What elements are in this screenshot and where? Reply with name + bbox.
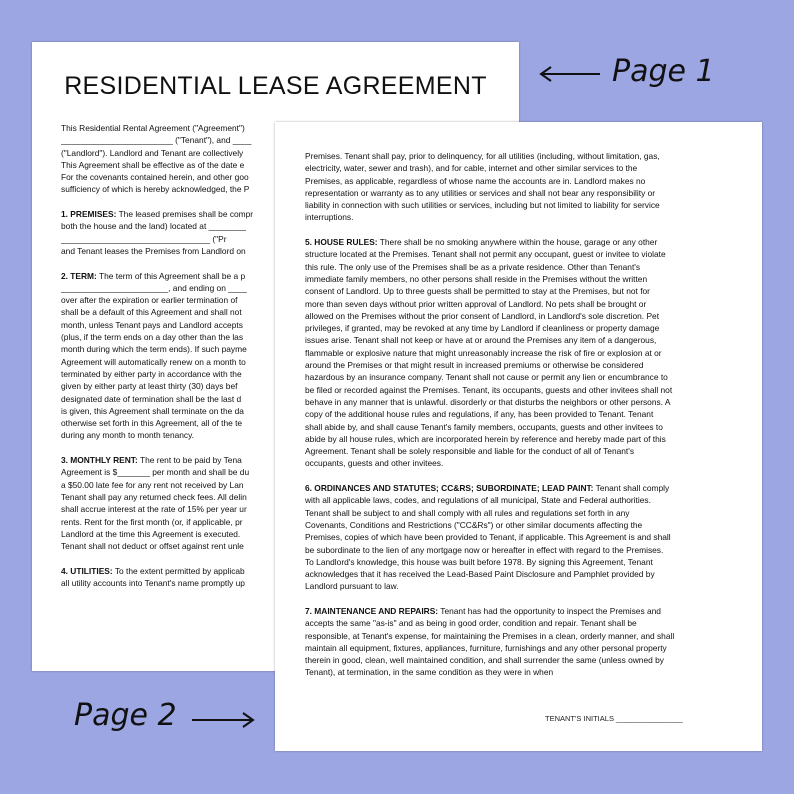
text-line: (plus, if the term ends on a day other than the las [61, 332, 244, 343]
text-line: representation or warranty as to any utilities or services and shall not bear any responsibility or [305, 187, 656, 198]
text-line: therein in good, clean, well maintained condition, and shall surrender the same (unless owned by [305, 655, 664, 666]
text-line: responsible, at Tenant's expense, for maintaining the Premises in a clean, orderly manner, and shall [305, 630, 675, 641]
section-heading: 6. ORDINANCES AND STATUTES; CC&RS; SUBORDINATE; LEAD PAINT: [305, 483, 594, 494]
text-fragment: The term of this Agreement shall be a p [96, 270, 246, 281]
text-line: structure located at the Premises. Tenant shall not permit any occupant, guest or invitee to violate [305, 249, 666, 260]
text-line: month during which the term ends). If such payme [61, 344, 247, 355]
text-line: Tenant shall not deduct or offset against rent unle [61, 541, 244, 552]
text-line: For the covenants contained herein, and other goo [61, 172, 249, 183]
text-fragment: Tenant shall comply [593, 483, 670, 494]
text-line: acknowledges that it has received the Lead-Based Paint Disclosure and Pamphlet provided by [305, 569, 655, 580]
text-line: shall be a default of this Agreement and shall not [61, 307, 242, 318]
text-line: is given, this Agreement shall terminate on the da [61, 405, 244, 416]
section-heading: 4. UTILITIES: [61, 565, 113, 576]
text-fragment: To the extent permitted by applicab [112, 565, 245, 576]
text-line: rents. Rent for the first month (or, if applicable, pr [61, 516, 243, 527]
text-line: terminated by either party in accordance with the [61, 368, 242, 379]
text-line: liability in connection with such utilities or services, including but not limited to liability for service [305, 200, 660, 211]
text-line: Agreement. Tenant shall be solely responsible and liable for the conduct of all of Tenant's [305, 446, 635, 457]
text-line: Premises, as applicable, regardless of whose name the accounts are in. Landlord makes no [305, 175, 646, 186]
text-line: behave in any manner that is unlawful. disorderly or that disturbs the neighbors or other persons. A [305, 396, 671, 407]
text-line: flammable or explosive nature that might unreasonably increase the risk of fire or explosion at or [305, 347, 662, 358]
text-line: hazardous by an insurance company. Tenant shall not cause or permit any lien or encumbrance to [305, 372, 668, 383]
section-maintenance [305, 605, 735, 679]
text-line: around the Premises or that might result in increased premiums or otherwise be considered [305, 360, 644, 371]
text-fragment: There shall be no smoking anywhere within the house, garage or any other [377, 237, 658, 248]
text-line: otherwise set forth in this Agreement, all of the te [61, 418, 243, 429]
text-line: both the house and the land) located at ________ [61, 221, 246, 232]
page-2-sheet [275, 122, 762, 751]
text-line: Covenants, Conditions and Restrictions ("CC&Rs") or other similar documents affecting the [305, 519, 643, 530]
text-line: Premises. Tenant shall pay, prior to delinquency, for all utilities (including, without limitation, gas, [305, 151, 660, 161]
text-line: To Landlord's knowledge, this house was built before 1978. By signing this Agreement, Tenant [305, 556, 653, 567]
text-line: issues arise. Tenant shall not keep or have at or around the Premises any item of a dangerous, [305, 335, 657, 346]
text-line: be subordinate to the lien of any mortgage now or hereafter in effect with regard to the Premises. [305, 544, 664, 555]
text-line: all utility accounts into Tenant's name promptly up [61, 577, 245, 588]
section-house-rules [305, 236, 735, 470]
text-line: ________________________ ("Tenant"), and ____ [61, 135, 252, 146]
page-2-body [305, 150, 735, 691]
section-heading: 1. PREMISES: [61, 209, 117, 220]
section-heading: 3. MONTHLY RENT: [61, 455, 138, 466]
text-line: electricity, water, sewer and trash), and for cable, internet and other similar services to the [305, 163, 638, 174]
text-line: consent of Landlord. Up to three guests shall be permitted to stay at the Premises, but not for [305, 286, 650, 297]
text-fragment: The leased premises shall be compr [116, 209, 254, 220]
text-line: This Agreement shall be effective as of the date e [61, 159, 245, 170]
text-fragment: The rent to be paid by Tena [137, 455, 242, 466]
text-line: Tenant), at termination, in the same condition as they were in when [305, 667, 554, 678]
page-1-callout-label: Page 1 [612, 54, 715, 89]
arrow-right-icon [190, 710, 256, 730]
text-line: more than seven days without prior written approval of Landlord. No pets shall be brought or [305, 298, 647, 309]
text-line: Agreement will automatically renew on a month to [61, 356, 246, 367]
text-line: ("Landlord"). Landlord and Tenant are collectively [61, 147, 244, 158]
text-line: shall accrue interest at the rate of 15% per year ur [61, 504, 247, 515]
text-line: Tenant shall pay any returned check fees. All delin [61, 491, 247, 502]
text-line: designated date of termination shall be the last d [61, 393, 242, 404]
text-line: maintain all equipment, fixtures, appliances, furniture, furnishings and any other personal property [305, 642, 667, 653]
text-line: Landlord pursuant to law. [305, 581, 399, 592]
text-line: allowed on the Premises without the prior consent of Landlord, in Landlord's sole discretion. Pet [305, 310, 660, 321]
section-heading: 2. TERM: [61, 270, 97, 281]
text-line: with all applicable laws, codes, and regulations of all municipal, State and Federal authorities. [305, 495, 651, 506]
text-line: copy of the additional house rules and regulations, if any, has been provided to Tenant. Tenant [305, 409, 654, 420]
text-line: interruptions. [305, 212, 354, 223]
arrow-left-icon [538, 64, 602, 84]
text-line: immediate family members, no other persons shall reside in the Premises without the written [305, 273, 648, 284]
document-title: RESIDENTIAL LEASE AGREEMENT [64, 72, 487, 100]
text-line: privileges, if granted, may be revoked at any time by Landlord if cleanliness or property damage [305, 323, 660, 334]
text-line: Premises, copies of which have been provided to Tenant, if applicable. This Agreement is and shall [305, 532, 671, 543]
text-line: during any month to month tenancy. [61, 430, 194, 441]
text-line: be filed or recorded against the Premises. Tenant, its occupants, guests and other invitees shall not [305, 384, 673, 395]
text-line: accepts the same "as-is" and as being in good order, condition and repair. Tenant shall be [305, 618, 637, 629]
text-line: _______________________, and ending on ____ [61, 282, 247, 293]
section-ordinances [305, 482, 735, 593]
text-line: Landlord at the time this Agreement is executed. [61, 528, 241, 539]
text-line: occupants, guests and other invitees. [305, 458, 444, 469]
text-line: Tenant shall be subject to and shall comply with all rules and regulations set forth in any [305, 507, 630, 518]
text-line: and Tenant leases the Premises from Landlord on [61, 245, 246, 256]
text-line: given by either party at least thirty (30) days bef [61, 381, 238, 392]
text-line: sufficiency of which is hereby acknowledged, the P [61, 184, 250, 195]
text-line [305, 482, 735, 494]
text-line [305, 236, 735, 248]
text-line: shall abide by, and shall cause Tenant's family members, occupants, guests and other invitees to [305, 421, 663, 432]
text-line: ________________________________ ("Pr [61, 233, 227, 244]
text-line: this rule. The only use of the Premises shall be as a private residence. Other than Tenant's [305, 261, 641, 272]
text-line: Agreement is $_______ per month and shall be du [61, 467, 250, 478]
text-line: This Residential Rental Agreement ("Agreement") [61, 123, 245, 133]
section-heading: 5. HOUSE RULES: [305, 237, 378, 248]
text-line: over after the expiration or earlier termination of [61, 295, 238, 306]
text-line: abide by all house rules, which are incorporated herein by reference and hereby made part of this [305, 433, 666, 444]
tenant-initials-line: TENANT'S INITIALS ________________ [545, 714, 683, 723]
section-heading: 7. MAINTENANCE AND REPAIRS: [305, 605, 439, 616]
utilities-continued [305, 150, 735, 224]
page-2-callout-label: Page 2 [74, 698, 177, 733]
text-line: a $50.00 late fee for any rent not received by Lan [61, 479, 244, 490]
text-line: month, unless Tenant pays and Landlord accepts [61, 319, 243, 330]
text-fragment: Tenant has had the opportunity to inspect the Premises and [438, 605, 661, 616]
text-line [305, 605, 735, 617]
